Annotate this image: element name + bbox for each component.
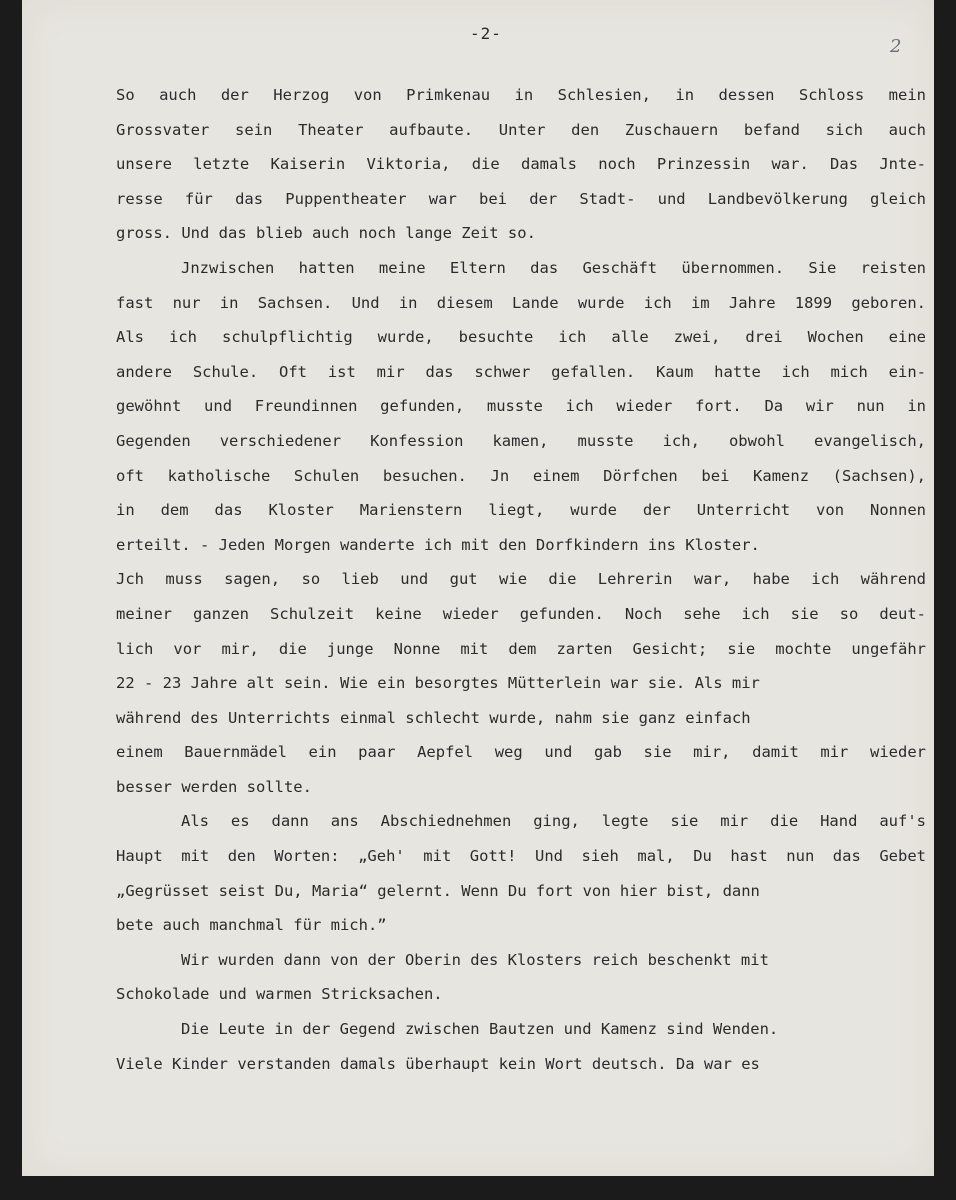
text-line: Als ich schulpflichtig wurde, besuchte ich alle zwei, drei Wochen eine bbox=[116, 328, 926, 347]
typed-text-body bbox=[116, 78, 926, 1081]
text-line: gross. Und das blieb auch noch lange Zeit so. bbox=[116, 224, 536, 243]
text-line: fast nur in Sachsen. Und in diesem Lande wurde ich im Jahre 1899 geboren. bbox=[116, 293, 926, 312]
text-line: Als es dann ans Abschiednehmen ging, legte sie mir die Hand auf's bbox=[181, 812, 926, 831]
text-line: 22 - 23 Jahre alt sein. Wie ein besorgtes Mütterlein war sie. Als mir bbox=[116, 674, 760, 693]
text-line: Die Leute in der Gegend zwischen Bautzen und Kamenz sind Wenden. bbox=[181, 1020, 779, 1039]
text-line: „Gegrüsset seist Du, Maria“ gelernt. Wenn Du fort von hier bist, dann bbox=[116, 881, 760, 900]
text-line: Schokolade und warmen Stricksachen. bbox=[116, 985, 443, 1004]
text-line: meiner ganzen Schulzeit keine wieder gefunden. Noch sehe ich sie so deut- bbox=[116, 604, 926, 623]
text-line: bete auch manchmal für mich.” bbox=[116, 916, 387, 935]
text-line: resse für das Puppentheater war bei der Stadt- und Landbevölkerung gleich bbox=[116, 189, 926, 208]
text-line: erteilt. - Jeden Morgen wanderte ich mit den Dorfkindern ins Kloster. bbox=[116, 535, 760, 554]
text-line: gewöhnt und Freundinnen gefunden, musste ich wieder fort. Da wir nun in bbox=[116, 397, 926, 416]
document-page bbox=[22, 0, 934, 1176]
text-line: einem Bauernmädel ein paar Aepfel weg und gab sie mir, damit mir wieder bbox=[116, 743, 926, 762]
text-line: andere Schule. Oft ist mir das schwer gefallen. Kaum hatte ich mich ein- bbox=[116, 362, 926, 381]
text-line: lich vor mir, die junge Nonne mit dem zarten Gesicht; sie mochte ungefähr bbox=[116, 639, 926, 658]
text-line: So auch der Herzog von Primkenau in Schlesien, in dessen Schloss mein bbox=[116, 86, 926, 104]
text-line: Jch muss sagen, so lieb und gut wie die Lehrerin war, habe ich während bbox=[116, 570, 926, 589]
text-line: in dem das Kloster Marienstern liegt, wurde der Unterricht von Nonnen bbox=[116, 501, 926, 520]
text-line: Grossvater sein Theater aufbaute. Unter den Zuschauern befand sich auch bbox=[116, 120, 926, 139]
text-line: Viele Kinder verstanden damals überhaupt kein Wort deutsch. Da war es bbox=[116, 1054, 760, 1073]
text-line: Gegenden verschiedener Konfession kamen, musste ich, obwohl evangelisch, bbox=[116, 431, 926, 450]
text-line: Wir wurden dann von der Oberin des Klosters reich beschenkt mit bbox=[181, 950, 769, 969]
text-line: Haupt mit den Worten: „Geh' mit Gott! Und sieh mal, Du hast nun das Gebet bbox=[116, 847, 926, 866]
archive-number: 2 bbox=[890, 36, 902, 57]
text-line: besser werden sollte. bbox=[116, 777, 312, 796]
text-line: unsere letzte Kaiserin Viktoria, die damals noch Prinzessin war. Das Jnte- bbox=[116, 155, 926, 174]
text-line: oft katholische Schulen besuchen. Jn einem Dörfchen bei Kamenz (Sachsen), bbox=[116, 466, 926, 485]
text-line: während des Unterrichts einmal schlecht wurde, nahm sie ganz einfach bbox=[116, 708, 751, 727]
text-line: Jnzwischen hatten meine Eltern das Geschäft übernommen. Sie reisten bbox=[181, 258, 926, 277]
page-number: -2- bbox=[470, 24, 502, 43]
